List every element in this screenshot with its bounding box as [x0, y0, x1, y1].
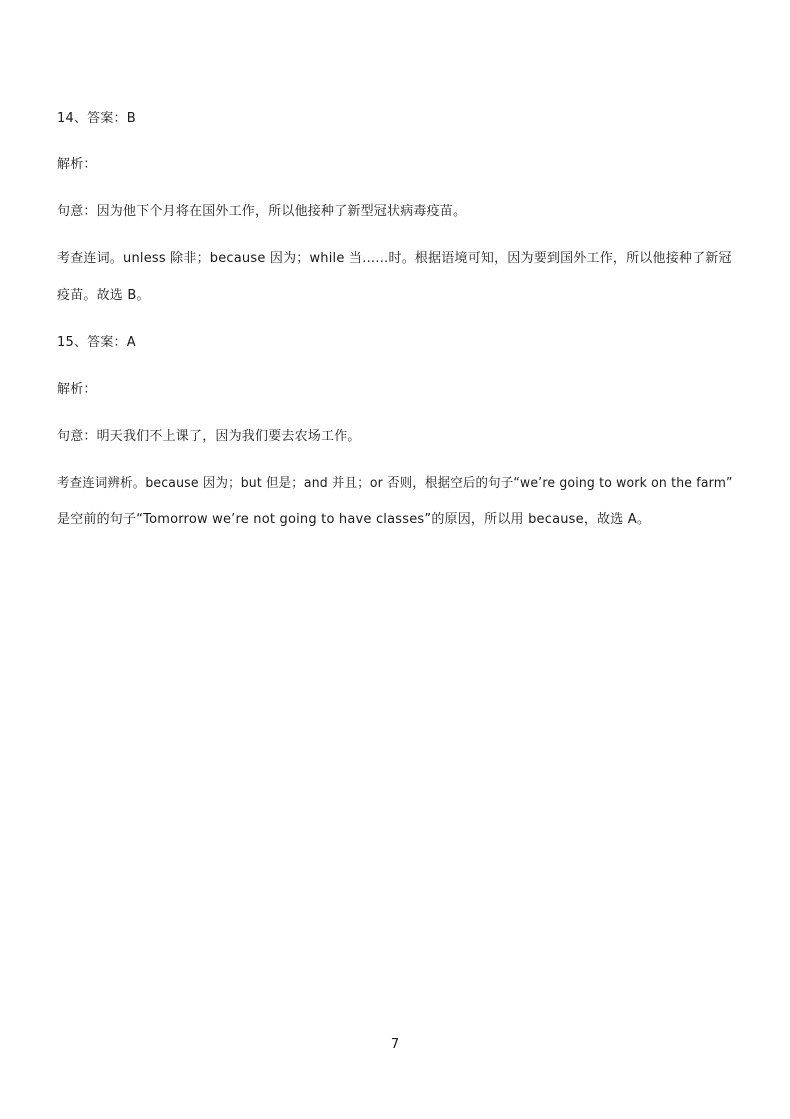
answer-14-line: 14、答案：B — [57, 111, 136, 126]
translation-14: 句意：因为他下个月将在国外工作，所以他接种了新型冠状病毒疫苗。 — [57, 204, 467, 219]
analysis-14-label: 解析： — [57, 157, 97, 172]
page-number: 7 — [390, 1037, 400, 1052]
analysis-15-label: 解析： — [57, 382, 97, 397]
explanation-15-line2: 是空前的句子“Tomorrow we’re not going to have classes”的原因，所以用 because，故选 A。 — [57, 512, 651, 527]
explanation-14-line2: 疫苗。故选 B。 — [57, 288, 150, 303]
translation-15: 句意：明天我们不上课了，因为我们要去农场工作。 — [57, 429, 361, 444]
answer-15-line: 15、答案：A — [57, 335, 136, 350]
explanation-14-line1: 考查连词。unless 除非；because 因为；while 当……时。根据语境可知，因为要到国外工作，所以他接种了新冠 — [57, 251, 732, 266]
explanation-15-line1: 考查连词辨析。because 因为；but 但是；and 并且；or 否则，根据空后的句子“we’re going to work on the farm” — [57, 476, 733, 491]
